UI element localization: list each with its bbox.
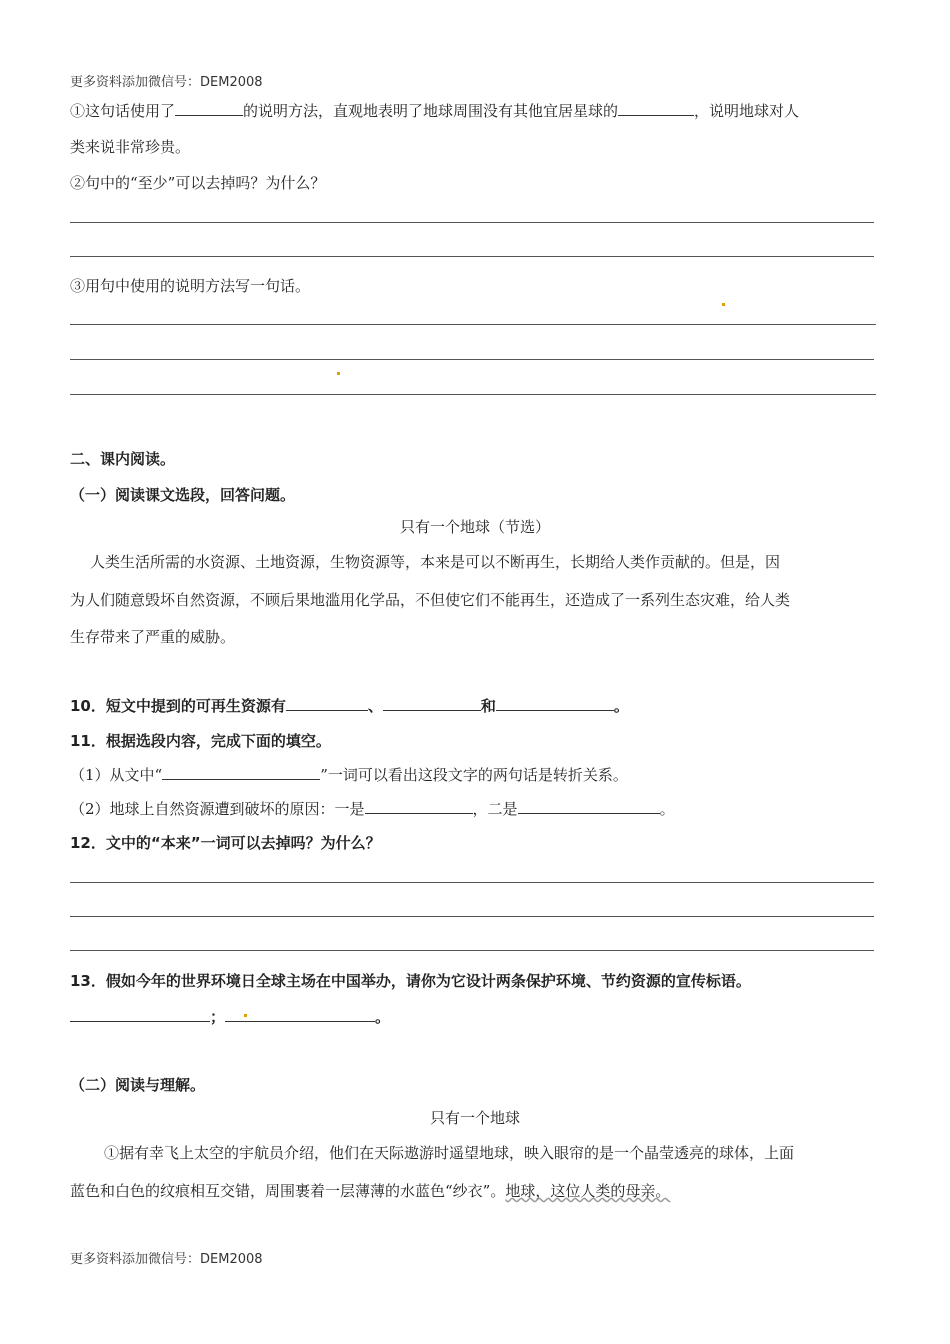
answer-blank[interactable] [518, 799, 660, 814]
question-11-1-text-b: ”一词可以看出这段文字的两句话是转折关系。 [320, 766, 628, 784]
question-11-1-text-a: （1）从文中“ [70, 766, 163, 784]
question-11-2-text-a: （2）地球上自然资源遭到破坏的原因：一是 [70, 800, 365, 818]
separator: 和 [480, 697, 496, 715]
passage-title: 只有一个地球 [429, 1109, 520, 1127]
answer-line[interactable] [70, 359, 874, 360]
passage-line [70, 1180, 670, 1201]
period: 。 [613, 697, 629, 715]
question-11-2 [70, 798, 675, 819]
answer-blank[interactable] [496, 696, 614, 711]
question-11: 11．根据选段内容，完成下面的填空。 [70, 732, 331, 750]
answer-line[interactable] [70, 882, 874, 883]
answer-blank[interactable] [286, 696, 368, 711]
subsection-title: （一）阅读课文选段，回答问题。 [70, 486, 296, 504]
passage-line: ①据有幸飞上太空的宇航员介绍，他们在天际遨游时遥望地球，映入眼帘的是一个晶莹透亮的球体，上面 [104, 1144, 795, 1162]
question-11-2-text-b: ，二是 [472, 800, 518, 818]
question-10-text: 10．短文中提到的可再生资源有 [70, 697, 286, 715]
question-1-text-a: ①这句话使用了 [70, 102, 176, 120]
question-1-line2: 类来说非常珍贵。 [70, 138, 191, 156]
answer-line[interactable] [70, 256, 874, 257]
page-header: 更多资料添加微信号：DEM2008 [70, 75, 263, 90]
answer-line[interactable] [70, 394, 876, 395]
artifact-dot [244, 1014, 247, 1017]
passage-text: 蓝色和白色的纹痕相互交错，周围裹着一层薄薄的水蓝色“纱衣”。 [70, 1182, 506, 1200]
answer-blank[interactable] [175, 101, 243, 116]
answer-line[interactable] [70, 916, 874, 917]
answer-line[interactable] [70, 950, 874, 951]
answer-blank[interactable] [162, 765, 320, 780]
answer-blank[interactable] [618, 101, 694, 116]
question-13-answers [70, 1006, 390, 1027]
answer-line[interactable] [70, 324, 876, 325]
artifact-dot [722, 303, 725, 306]
section-title: 二、课内阅读。 [70, 450, 176, 468]
question-3: ③用句中使用的说明方法写一句话。 [70, 277, 311, 295]
separator: ； [210, 1008, 226, 1026]
passage-title: 只有一个地球（节选） [399, 518, 550, 536]
passage-line: 为人们随意毁坏自然资源，不顾后果地滥用化学品，不但使它们不能再生，还造成了一系列生态灾难，给人类 [70, 591, 791, 609]
question-11-1 [70, 764, 628, 785]
passage-line: 人类生活所需的水资源、土地资源，生物资源等，本来是可以不断再生，长期给人类作贡献的。但是，因 [90, 553, 781, 571]
period: 。 [659, 800, 675, 818]
page-footer: 更多资料添加微信号：DEM2008 [70, 1252, 263, 1267]
passage-line: 生存带来了严重的威胁。 [70, 628, 236, 646]
answer-line[interactable] [70, 222, 874, 223]
question-12: 12．文中的“本来”一词可以去掉吗？为什么？ [70, 834, 381, 852]
artifact-dot [337, 372, 340, 375]
answer-blank[interactable] [365, 799, 473, 814]
question-1-text-c: ，说明地球对人 [694, 102, 800, 120]
answer-blank[interactable] [225, 1007, 375, 1022]
question-1 [70, 100, 799, 121]
question-13: 13．假如今年的世界环境日全球主场在中国举办，请你为它设计两条保护环境、节约资源的宣传标语。 [70, 972, 751, 990]
answer-blank[interactable] [383, 696, 481, 711]
period: 。 [375, 1008, 391, 1026]
question-10 [70, 695, 629, 716]
question-1-text-b: 的说明方法，直观地表明了地球周围没有其他宜居星球的 [243, 102, 619, 120]
subsection-title: （二）阅读与理解。 [70, 1076, 206, 1094]
passage-text-underlined: 地球，这位人类的母亲。 [505, 1182, 671, 1200]
answer-blank[interactable] [70, 1007, 210, 1022]
separator: 、 [367, 697, 383, 715]
question-2: ②句中的“至少”可以去掉吗？为什么？ [70, 174, 326, 192]
